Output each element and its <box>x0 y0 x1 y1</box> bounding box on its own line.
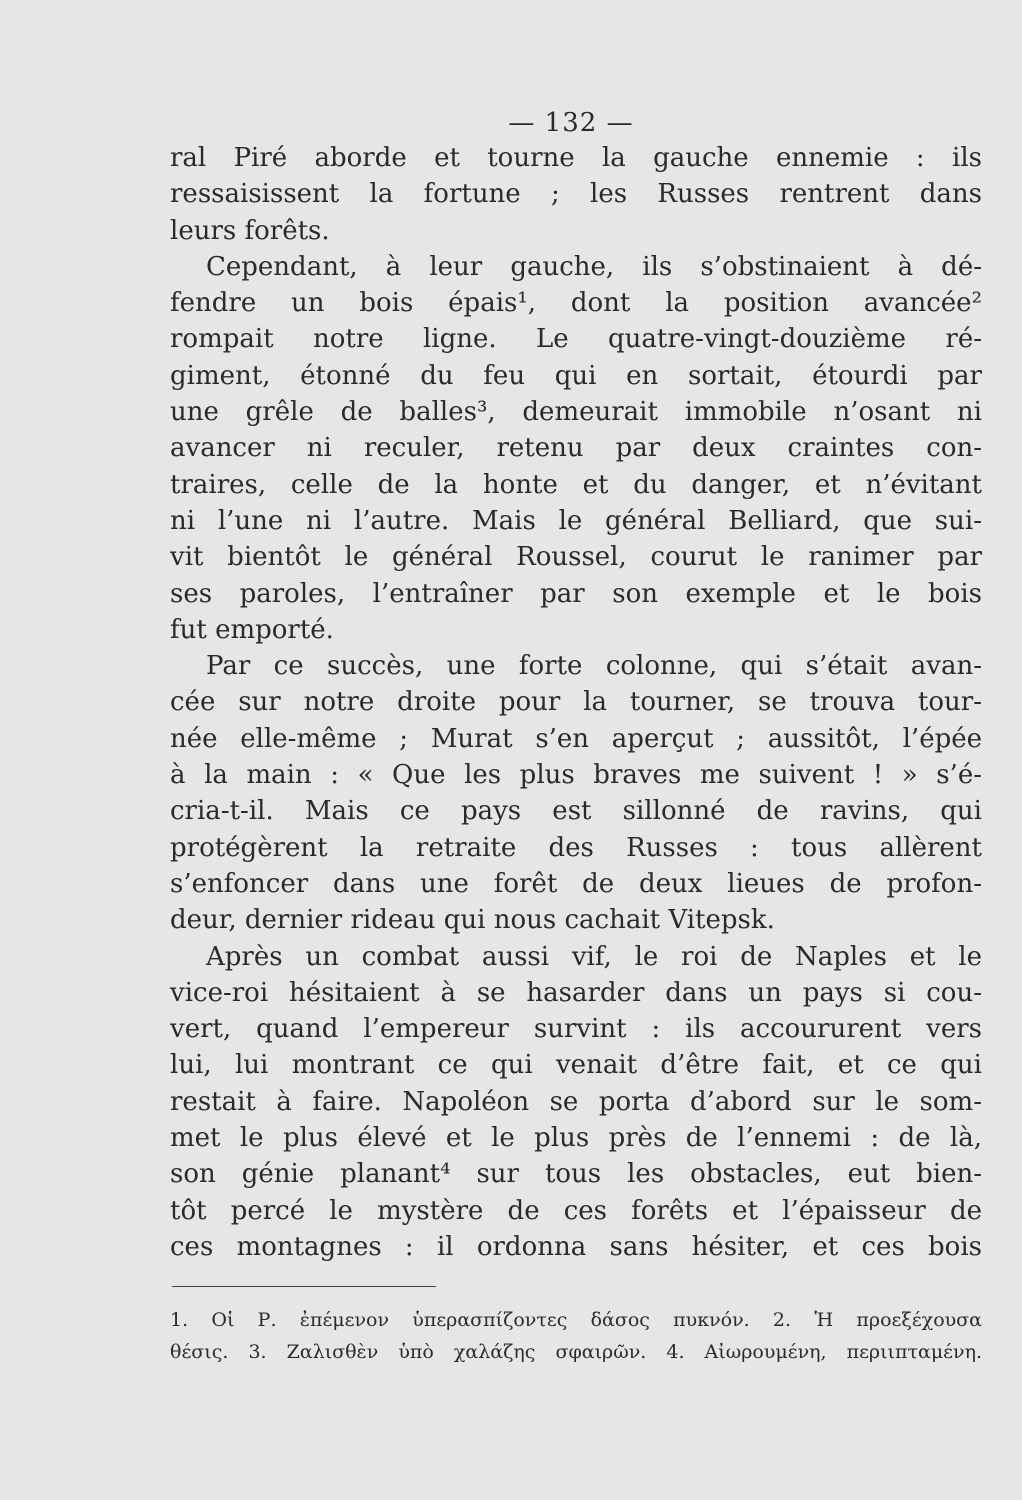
text-line: avancer ni reculer, retenu par deux craintes con- <box>170 433 982 464</box>
text-line: son génie planant⁴ sur tous les obstacles, eut bien- <box>170 1159 982 1190</box>
text-line: protégèrent la retraite des Russes : tous allèrent <box>170 832 982 863</box>
text-line: deur, dernier rideau qui nous cachait Vitepsk. <box>170 905 775 936</box>
page-number: — 132 — <box>508 108 634 138</box>
text-line: Après un combat aussi vif, le roi de Naples et le <box>206 941 982 972</box>
text-line: à la main : « Que les plus braves me suivent ! » s’é- <box>170 760 982 791</box>
text-line: vice-roi hésitaient à se hasarder dans un pays si cou- <box>170 977 982 1008</box>
text-line: restait à faire. Napoléon se porta d’abord sur le som- <box>170 1086 982 1117</box>
text-line: rompait notre ligne. Le quatre-vingt-douzième ré- <box>170 324 982 355</box>
text-line: fut emporté. <box>170 614 334 645</box>
footnote-divider <box>172 1286 436 1287</box>
text-line: Cependant, à leur gauche, ils s’obstinaient à dé- <box>206 251 982 282</box>
text-line: met le plus élevé et le plus près de l’ennemi : de là, <box>170 1123 982 1154</box>
text-line: ral Piré aborde et tourne la gauche ennemie : ils <box>170 143 982 173</box>
footnote-line: θέσις. 3. Ζαλισθὲν ὑπὸ χαλάζης σφαιρῶν. 4. Αἰωρουμένη, περιιπταμένη. <box>170 1341 982 1363</box>
footnotes <box>170 1304 982 1368</box>
text-line: ces montagnes : il ordonna sans hésiter, et ces bois <box>170 1231 982 1262</box>
text-line: s’enfoncer dans une forêt de deux lieues de profon- <box>170 868 982 899</box>
text-line: tôt percé le mystère de ces forêts et l’épaisseur de <box>170 1195 982 1226</box>
text-line: traires, celle de la honte et du danger, et n’évitant <box>170 469 982 500</box>
text-line: vit bientôt le général Roussel, courut le ranimer par <box>170 542 982 573</box>
text-line: ses paroles, l’entraîner par son exemple et le bois <box>170 578 982 609</box>
text-line: leurs forêts. <box>170 215 330 246</box>
text-line: ressaisissent la fortune ; les Russes rentrent dans <box>170 179 982 210</box>
text-line: née elle-même ; Murat s’en aperçut ; aussitôt, l’épée <box>170 723 982 754</box>
footnote-line: 1. Οἱ Ρ. ἐπέμενον ὑπερασπίζοντες δάσος πυκνόν. 2. Ἡ προεξέχουσα <box>170 1309 982 1331</box>
body-text <box>170 140 982 1265</box>
text-line: Par ce succès, une forte colonne, qui s’était avan- <box>206 651 982 682</box>
text-line: cria-t-il. Mais ce pays est sillonné de ravins, qui <box>170 796 982 827</box>
text-line: fendre un bois épais¹, dont la position avancée² <box>170 288 982 319</box>
text-line: giment, étonné du feu qui en sortait, étourdi par <box>170 360 982 391</box>
text-line: lui, lui montrant ce qui venait d’être fait, et ce qui <box>170 1050 982 1081</box>
text-line: cée sur notre droite pour la tourner, se trouva tour- <box>170 687 982 718</box>
text-line: vert, quand l’empereur survint : ils accoururent vers <box>170 1014 982 1045</box>
text-line: ni l’une ni l’autre. Mais le général Belliard, que sui- <box>170 505 982 536</box>
text-line: une grêle de balles³, demeurait immobile n’osant ni <box>170 397 982 428</box>
